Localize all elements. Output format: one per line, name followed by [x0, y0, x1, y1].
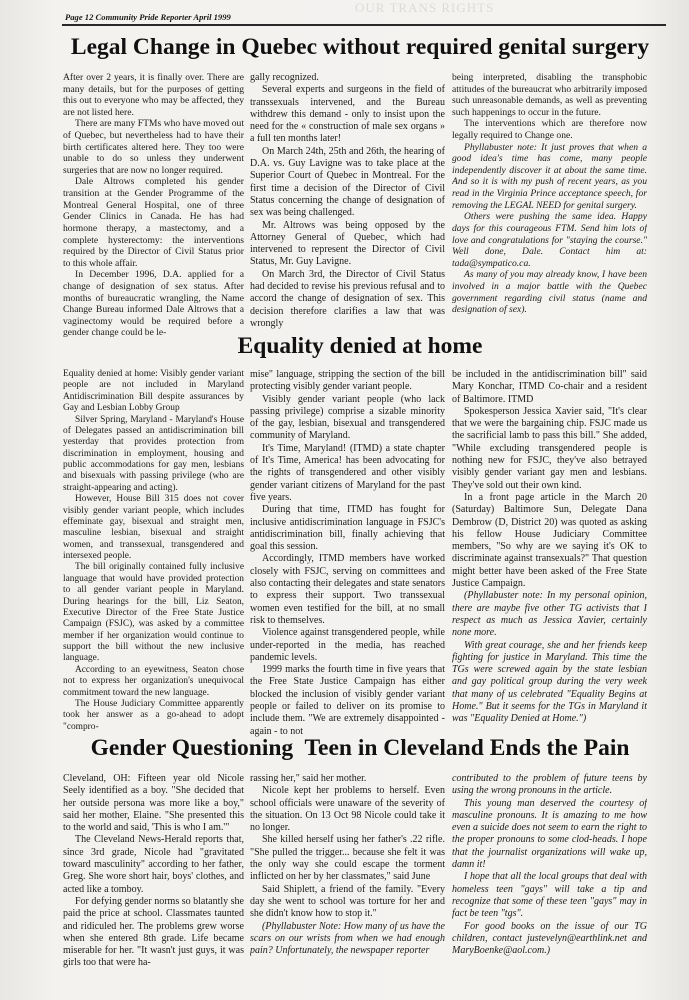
- paragraph: According to an eyewitness, Seaton chose not to express her organization's unequivocal commitment toward the new language.: [63, 664, 244, 698]
- paragraph: Nicole kept her problems to herself. Even school officials were unaware of the severity of the situation. On 13 Oct 98 Nicole could take it no longer.: [250, 785, 445, 834]
- article-equality-col-3: [452, 369, 647, 741]
- paragraph: After over 2 years, it is finally over. There are many details, but for the purposes of getting this out to everyone who may be affected, they are not listed here.: [63, 72, 244, 118]
- headline-quebec: Legal Change in Quebec without required genital surgery: [70, 34, 650, 60]
- paragraph: She killed herself using her father's .22 rifle. "She pulled the trigger... because she felt it was the only way she could escape the torment inflicted on her by her classmates," said June: [250, 834, 445, 883]
- paragraph: be included in the antidiscrimination bill" said Mary Konchar, ITMD Co-chair and a resident of Baltimore. ITMD: [452, 369, 647, 405]
- paragraph: In a front page article in the March 20 (Saturday) Baltimore Sun, Delegate Dana Dembrow (D, District 20) was quoted as asking his fellow House Judiciary Committee members, "So why are we saying it's OK to discriminate against transexuals?" That question might better have been asked of the Free State Justice Campaign.: [452, 491, 647, 590]
- paragraph: On March 24th, 25th and 26th, the hearing of D.A. vs. Guy Lavigne was to take place at the Superior Court of Quebec in Montreal. For the first time a decision of the Director of Civil Status concerning the change of designation of sex was being challenged.: [250, 145, 445, 219]
- article-equality-col-1: [63, 369, 244, 741]
- article-cleveland-col-3: [452, 773, 647, 991]
- paragraph: Said Shiplett, a friend of the family. "Every day she went to school was torture for her and she didn't know how to stop it.": [250, 883, 445, 920]
- editor-note: With great courage, she and her friends keep fighting for justice in Maryland. This time the TGs were screwed again by the state lesbian and gay political group during the very week that many of us celebrated "Equality Begins at Home." But it seems for the TGs in Maryland it was "Equality Denied at Home."): [452, 639, 647, 725]
- headline-equality: Equality denied at home: [237, 333, 483, 359]
- paragraph: Violence against transgendered people, while under-reported in the media, has reached pandemic levels.: [250, 627, 445, 663]
- paragraph: Equality denied at home: Visibly gender variant people are not included in Maryland Antidiscrimination Bill despite assurances by Gay and Lesbian Lobby Group: [63, 369, 244, 414]
- editor-note: This young man deserved the courtesy of masculine pronouns. It is amazing to me how even a suicide does not seem to earn the right to the proper pronouns to some clod-heads. I hope that the journalist organizations will wake up, damn it!: [452, 797, 647, 871]
- article-equality-col-2: [250, 369, 445, 741]
- paragraph: gally recognized.: [250, 72, 319, 83]
- paragraph: Accordingly, ITMD members have worked closely with FSJC, serving on committees and also contacting their delegates and state senators to express their support. Two transsexual women even testified for the bill, at no small risk to themselves.: [250, 553, 445, 626]
- paragraph: The Cleveland News-Herald reports that, since 3rd grade, Nicole had "gravitated toward masculinity" according to her father, Greg. She wore short hair, boys' clothes, and acted like a tomboy.: [63, 834, 244, 895]
- paragraph: Visibly gender variant people (who lack passing privilege) comprise a sizable minority of the gay, lesbian, bisexual and transgendered community of Maryland.: [250, 393, 445, 442]
- paragraph: Several experts and surgeons in the field of transsexuals intervened, and the Bureau withdrew this demand - only to insist upon the need for the « construction of male sex organs » a full ten months later!: [250, 84, 445, 145]
- article-quebec-col-1: [63, 72, 244, 342]
- paragraph: There are many FTMs who have moved out of Quebec, but nevertheless had to have their birth certificates altered here. They too were unable to do so unless they underwent surgeries that are now no longer required.: [63, 118, 244, 176]
- paragraph: 1999 marks the fourth time in five years that the Free State Justice Campaign has either blocked the inclusion of visibly gender variant people or failed to deliver on its promise to include them. "We are extremely disappointed - again - to not: [250, 664, 445, 737]
- top-rule: [62, 24, 666, 26]
- editor-note: I hope that all the local groups that deal with homeless teen "gays" will take a tip and recognize that some of these teen "gays" may in fact be teen "tgs".: [452, 871, 647, 920]
- paragraph: Mr. Altrows was being opposed by the Attorney General of Quebec, which had intervened to represent the Director of Civil Status, Mr. Guy Lavigne.: [250, 219, 445, 268]
- paragraph: For defying gender norms so blatantly she paid the price at school. Classmates taunted and ridiculed her. The problems grew worse when she entered 8th grade. Life became miserable for her. "It wasn't just guys, it was girls too that were ha-: [63, 895, 244, 969]
- paragraph: The bill originally contained fully inclusive language that would have provided protection to all gender variant people in Maryland. During hearings for the bill, Liz Seaton, Executive Director of the Free State Justice Campaign (FSJC), was asked by a committee member if her organization would continue to support the bill without the new inclusive language.: [63, 562, 244, 664]
- page-folio: Page 12 Community Pride Reporter April 1999: [65, 12, 231, 22]
- paragraph: Dale Altrows completed his gender transition at the Gender Programme of the Montreal General Hospital, one of three Gender Clinics in Canada. He has had hormone therapy, a mastectomy, and a complete hysterectomy: the interventions required by the Director of Civil Status prior to this whole affair.: [63, 176, 244, 269]
- editor-note: As many of you may already know, I have been involved in a major battle with the Quebec government regarding civil status (name and designation of sex).: [452, 269, 647, 316]
- headline-cleveland: Gender Questioning Teen in Cleveland Ends the Pain: [90, 735, 630, 761]
- editor-note: Others were pushing the same idea. Happy days for this courageous FTM. Send him lots of love and congratulations for "staying the course." Well done, Dale. Contact him at: tada@sympatico.ca.: [452, 211, 647, 269]
- paragraph: However, House Bill 315 does not cover visibly gender variant people, which includes effeminate gay, bisexual and straight men, masculine lesbian, bisexual and straight women, and transsexual, transgendered and intersexed people.: [63, 494, 244, 561]
- editor-note: (Phyllabuster note: In my personal opinion, there are maybe five other TG activists that I respect as much as Jessica Xavier, certainly none more.: [452, 590, 647, 639]
- article-quebec-col-2: [250, 72, 445, 342]
- paragraph: It's Time, Maryland! (ITMD) a state chapter of It's Time, America! has been advocating for the rights of transgendered and other visibly gender variant citizens of Maryland for the past five years.: [250, 442, 445, 503]
- paragraph: mise" language, stripping the section of the bill protecting visibly gender variant people.: [250, 369, 445, 393]
- paragraph: In December 1996, D.A. applied for a change of designation of sex status. After months of bureaucratic wrangling, the Name Change Bureau informed Dale Altrows that a vaginectomy would be required before a gender change could be le-: [63, 269, 244, 339]
- paragraph: During that time, ITMD has fought for inclusive antidiscrimination language in FSJC's antidiscrimination bill, finally achieving that goal this session.: [250, 504, 445, 553]
- editor-note: (Phyllabuster Note: How many of us have the scars on our wrists from when we had enough pain? Unfortunately, the newspaper reporter: [250, 920, 445, 957]
- editor-note: contributed to the problem of future teens by using the wrong pronouns in the article.: [452, 773, 647, 797]
- paragraph: On March 3rd, the Director of Civil Status had decided to revise his previous refusal and to accord the change of designation of sex. This decision therefore clarifies a law that was wrongly: [250, 268, 445, 329]
- bleed-through-text: OUR TRANS RIGHTS: [355, 0, 495, 15]
- paragraph: Spokesperson Jessica Xavier said, "It's clear that we were the bargaining chip. FSJC made us the sacrificial lamb to pass this bill." She added, "While excluding transgendered people is nothing new for FSJC, they've also betrayed visibly gender variant gay men and lesbians. They've sold out their own kind.: [452, 405, 647, 491]
- article-cleveland-col-2: [250, 773, 445, 991]
- article-cleveland-col-1: [63, 773, 244, 991]
- paragraph: The interventions which are therefore now legally required to Change one.: [452, 118, 647, 142]
- editor-note: Phyllabuster note: It just proves that when a good idea's time has come, many people independently discover it at about the same time. And so it is with my push of recent years, as you read in the Virginia Prince acceptance speech, for removing the LEGAL NEED for genital surgery.: [452, 141, 647, 211]
- paragraph: being interpreted, disabling the transphobic attitudes of the bureaucrat who arbitrarily imposed such unreasonable demands, as well as preventing such happenings to occur in the future.: [452, 72, 647, 118]
- paragraph: rassing her," said her mother.: [250, 773, 367, 784]
- paragraph: Silver Spring, Maryland - Maryland's House of Delegates passed an antidiscrimination bill yesterday that provides protection from discrimination in employment, housing and public accommodations for gay men, lesbians and bisexuals with passing privilege (who are straight-appearing and acting).: [63, 414, 244, 493]
- paragraph: Cleveland, OH: Fifteen year old Nicole Seely identified as a boy. "She decided that her outside persona was more like a boy," said her mother, Elaine. "She presented this to the world and said, 'This is who I am.'": [63, 773, 244, 834]
- paragraph: The House Judiciary Committee apparently took her answer as a go-ahead to adopt "compro-: [63, 698, 244, 732]
- editor-note: For good books on the issue of our TG children, contact justevelyn@earthlink.net and MaryBoenke@aol.com.): [452, 920, 647, 957]
- article-quebec-col-3: [452, 72, 647, 342]
